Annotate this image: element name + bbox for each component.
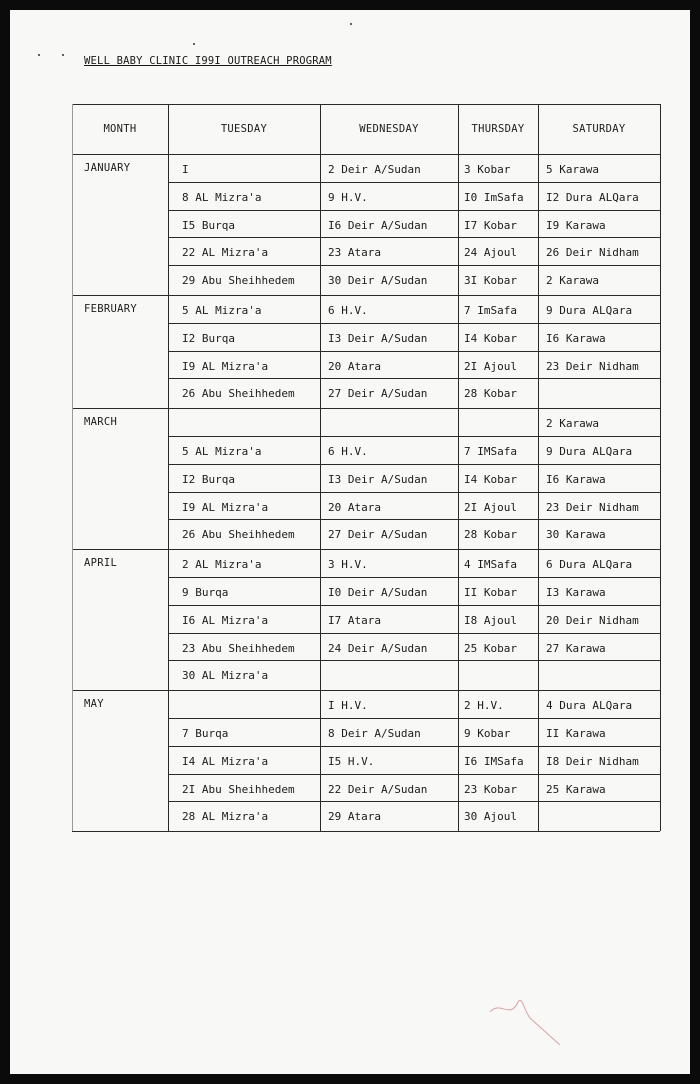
schedule-cell: 6 Dura ALQara <box>546 558 633 572</box>
schedule-cell: I9 AL Mizra'a <box>182 500 269 514</box>
speck <box>193 43 195 45</box>
schedule-cell: 23 Deir Nidham <box>546 359 639 373</box>
schedule-cell: 23 Abu Sheihhedem <box>182 641 295 655</box>
schedule-cell: 9 Burqa <box>182 586 229 599</box>
column-header-saturday: SATURDAY <box>572 123 626 135</box>
column-divider <box>458 104 459 831</box>
schedule-cell: 23 Kobar <box>464 782 517 796</box>
row-divider <box>168 660 660 661</box>
schedule-cell: I7 Kobar <box>464 218 517 232</box>
month-divider <box>72 831 660 832</box>
schedule-cell: 25 Karawa <box>546 782 606 796</box>
row-divider <box>168 210 660 211</box>
row-divider <box>168 605 660 606</box>
schedule-cell: II Karawa <box>546 727 606 740</box>
row-divider <box>168 774 660 775</box>
column-header-wednesday: WEDNESDAY <box>359 123 419 135</box>
column-divider <box>538 104 539 831</box>
schedule-cell: 27 Deir A/Sudan <box>328 528 428 542</box>
schedule-cell: 25 Kobar <box>464 641 517 655</box>
schedule-cell: 2 Karawa <box>546 417 599 431</box>
pencil-mark <box>480 990 570 1050</box>
column-divider <box>660 104 661 831</box>
column-header-thursday: THURSDAY <box>471 123 525 135</box>
schedule-cell: I5 Burqa <box>182 218 235 232</box>
schedule-cell: 30 Deir A/Sudan <box>328 274 428 288</box>
schedule-cell: I0 ImSafa <box>464 190 524 204</box>
schedule-cell: 5 Karawa <box>546 163 599 176</box>
column-divider <box>320 104 321 831</box>
schedule-cell: 23 Deir Nidham <box>546 500 639 514</box>
schedule-cell: 6 H.V. <box>328 445 368 458</box>
schedule-cell: I6 Deir A/Sudan <box>328 218 428 232</box>
schedule-cell: 20 Atara <box>328 359 381 373</box>
schedule-cell: 9 Kobar <box>464 727 511 740</box>
month-divider <box>72 690 660 691</box>
schedule-cell: 2 Karawa <box>546 274 599 288</box>
schedule-cell: 30 Ajoul <box>464 810 517 824</box>
schedule-cell: 9 Dura ALQara <box>546 445 633 458</box>
schedule-cell: I8 Ajoul <box>464 613 517 627</box>
schedule-cell: 20 Atara <box>328 500 381 514</box>
schedule-cell: I9 Karawa <box>546 218 606 232</box>
schedule-cell: 20 Deir Nidham <box>546 613 639 627</box>
document-title: WELL BABY CLINIC I99I OUTREACH PROGRAM <box>84 55 332 67</box>
schedule-cell: 30 AL Mizra'a <box>182 669 269 683</box>
schedule-cell: I4 Kobar <box>464 331 517 345</box>
column-divider <box>168 104 169 831</box>
schedule-cell: I3 Deir A/Sudan <box>328 472 428 486</box>
schedule-cell: I4 Kobar <box>464 472 517 486</box>
schedule-cell: 4 IMSafa <box>464 558 517 572</box>
schedule-cell: 2I Abu Sheihhedem <box>182 782 295 796</box>
schedule-cell: 26 Abu Sheihhedem <box>182 528 295 542</box>
schedule-cell: 28 Kobar <box>464 387 517 401</box>
row-divider <box>168 577 660 578</box>
schedule-cell: I3 Deir A/Sudan <box>328 331 428 345</box>
schedule-cell: 24 Ajoul <box>464 246 517 260</box>
month-label: APRIL <box>84 557 118 570</box>
month-divider <box>72 154 660 155</box>
schedule-cell: I2 Burqa <box>182 331 235 345</box>
schedule-cell: 2 H.V. <box>464 699 504 713</box>
document-page <box>10 10 690 1074</box>
schedule-cell: I6 Karawa <box>546 472 606 486</box>
month-divider <box>72 549 660 550</box>
month-label: FEBRUARY <box>84 303 137 315</box>
month-label: MARCH <box>84 416 118 429</box>
schedule-cell: 26 Abu Sheihhedem <box>182 387 295 401</box>
row-divider <box>168 323 660 324</box>
schedule-cell: I6 IMSafa <box>464 754 524 768</box>
month-label: MAY <box>84 698 104 711</box>
row-divider <box>168 182 660 183</box>
month-divider <box>72 295 660 296</box>
speck <box>38 54 40 56</box>
row-divider <box>168 801 660 802</box>
schedule-cell: 27 Deir A/Sudan <box>328 387 428 401</box>
schedule-cell: 28 AL Mizra'a <box>182 810 269 824</box>
schedule-cell: 28 Kobar <box>464 528 517 542</box>
schedule-cell: I0 Deir A/Sudan <box>328 586 428 599</box>
schedule-cell: I2 Burqa <box>182 472 235 486</box>
schedule-cell: I <box>182 163 189 176</box>
row-divider <box>168 746 660 747</box>
row-divider <box>168 237 660 238</box>
schedule-cell: I2 Dura ALQara <box>546 190 639 204</box>
schedule-cell: I7 Atara <box>328 613 381 627</box>
schedule-cell: 23 Atara <box>328 246 381 260</box>
schedule-cell: 3 Kobar <box>464 163 511 176</box>
column-header-month: MONTH <box>103 123 137 135</box>
schedule-cell: 7 IMSafa <box>464 445 517 458</box>
schedule-cell: 4 Dura ALQara <box>546 699 633 713</box>
schedule-cell: I H.V. <box>328 699 368 713</box>
schedule-cell: 7 ImSafa <box>464 304 517 317</box>
column-divider <box>72 104 73 831</box>
row-divider <box>168 265 660 266</box>
schedule-cell: 8 Deir A/Sudan <box>328 727 421 740</box>
schedule-cell: 30 Karawa <box>546 528 606 542</box>
schedule-cell: II Kobar <box>464 586 517 599</box>
schedule-cell: 3 H.V. <box>328 558 368 572</box>
row-divider <box>168 519 660 520</box>
schedule-cell: 2I Ajoul <box>464 359 517 373</box>
schedule-cell: 9 H.V. <box>328 190 368 204</box>
schedule-cell: I6 AL Mizra'a <box>182 613 269 627</box>
month-label: JANUARY <box>84 162 131 174</box>
row-divider <box>168 633 660 634</box>
schedule-cell: 22 AL Mizra'a <box>182 246 269 260</box>
row-divider <box>168 351 660 352</box>
schedule-cell: 2 Deir A/Sudan <box>328 163 421 176</box>
schedule-cell: 26 Deir Nidham <box>546 246 639 260</box>
row-divider <box>168 436 660 437</box>
speck <box>62 54 64 56</box>
row-divider <box>168 464 660 465</box>
schedule-cell: 5 AL Mizra'a <box>182 445 262 458</box>
schedule-cell: 8 AL Mizra'a <box>182 190 262 204</box>
column-header-tuesday: TUESDAY <box>220 123 268 135</box>
schedule-cell: 9 Dura ALQara <box>546 304 633 317</box>
schedule-cell: 29 Abu Sheihhedem <box>182 274 295 288</box>
schedule-cell: 7 Burqa <box>182 727 229 740</box>
month-divider <box>72 408 660 409</box>
row-divider <box>168 378 660 379</box>
schedule-cell: 2 AL Mizra'a <box>182 558 262 572</box>
table-top-border <box>72 104 660 105</box>
speck <box>350 23 352 25</box>
schedule-cell: I9 AL Mizra'a <box>182 359 269 373</box>
schedule-cell: 24 Deir A/Sudan <box>328 641 428 655</box>
schedule-cell: I8 Deir Nidham <box>546 754 639 768</box>
schedule-cell: 29 Atara <box>328 810 381 824</box>
schedule-cell: 5 AL Mizra'a <box>182 304 262 317</box>
row-divider <box>168 718 660 719</box>
schedule-cell: I5 H.V. <box>328 754 375 768</box>
schedule-cell: 22 Deir A/Sudan <box>328 782 428 796</box>
schedule-cell: I3 Karawa <box>546 586 606 599</box>
schedule-cell: I4 AL Mizra'a <box>182 754 269 768</box>
schedule-cell: 2I Ajoul <box>464 500 517 514</box>
schedule-table <box>72 104 660 831</box>
schedule-cell: 27 Karawa <box>546 641 606 655</box>
schedule-cell: I6 Karawa <box>546 331 606 345</box>
schedule-cell: 3I Kobar <box>464 274 517 288</box>
schedule-cell: 6 H.V. <box>328 304 368 317</box>
row-divider <box>168 492 660 493</box>
